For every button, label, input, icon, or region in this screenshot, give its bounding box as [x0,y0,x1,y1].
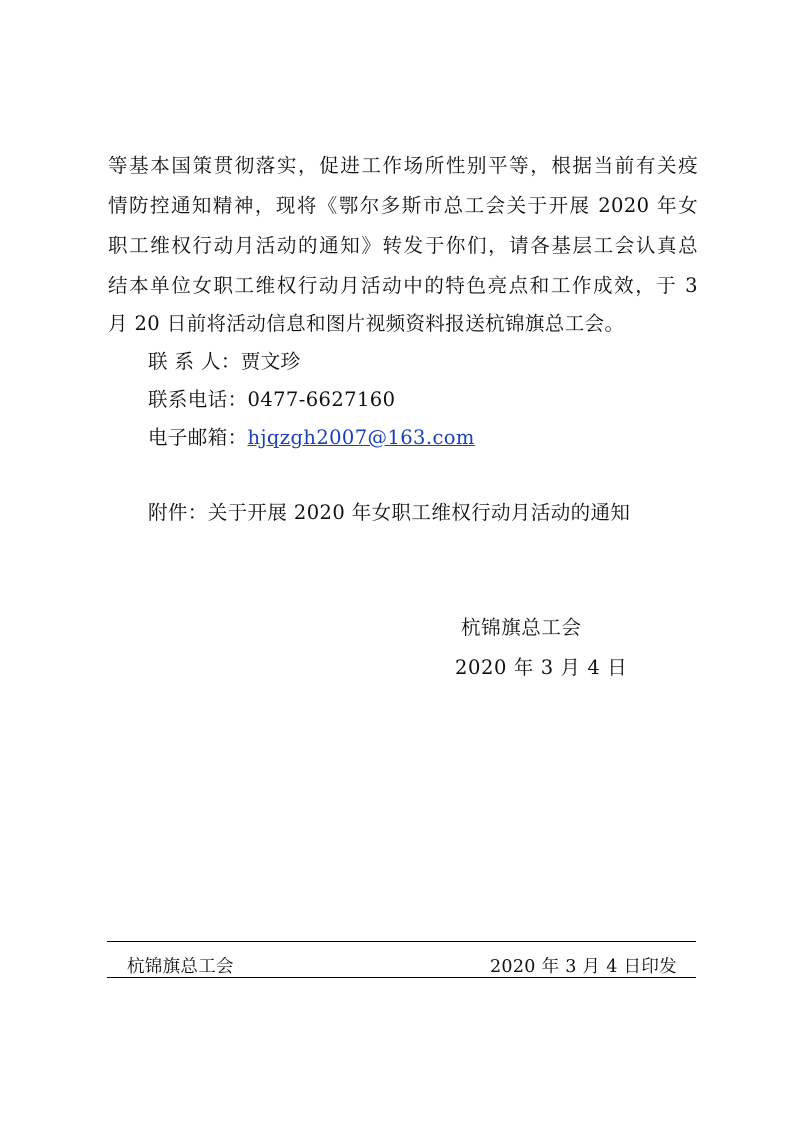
footer-issue-date: 2020 年 3 月 4 日印发 [490,957,677,977]
attachment-line: 附件：关于开展 2020 年女职工维权行动月活动的通知 [148,501,631,524]
contact-email [148,422,475,450]
signature-date: 2020 年 3 月 4 日 [455,656,628,679]
email-link[interactable]: hjqzgh2007@163.com [247,426,475,449]
contact-phone-value: 0477-6627160 [247,388,396,411]
body-line-4: 结本单位女职工维权行动月活动中的特色亮点和工作成效，于 3 [108,274,698,297]
contact-phone [148,384,395,412]
footer-org: 杭锦旗总工会 [127,957,234,977]
contact-email-label: 电子邮箱： [148,426,248,449]
body-line-3: 职工维权行动月活动的通知》转发于你们，请各基层工会认真总 [108,234,698,257]
contact-person-label: 联 系 人： [148,350,241,373]
footer-bottom-rule [107,977,696,978]
footer-top-rule [107,941,696,942]
contact-person-value: 贾文珍 [240,350,301,373]
signature-org: 杭锦旗总工会 [461,616,582,639]
body-line-5: 月 20 日前将活动信息和图片视频资料报送杭锦旗总工会。 [108,312,625,335]
body-line-1: 等基本国策贯彻落实，促进工作场所性别平等，根据当前有关疫 [108,154,698,177]
body-line-2: 情防控通知精神，现将《鄂尔多斯市总工会关于开展 2020 年女 [108,194,698,217]
contact-phone-label: 联系电话： [148,388,248,411]
contact-person [148,346,301,374]
